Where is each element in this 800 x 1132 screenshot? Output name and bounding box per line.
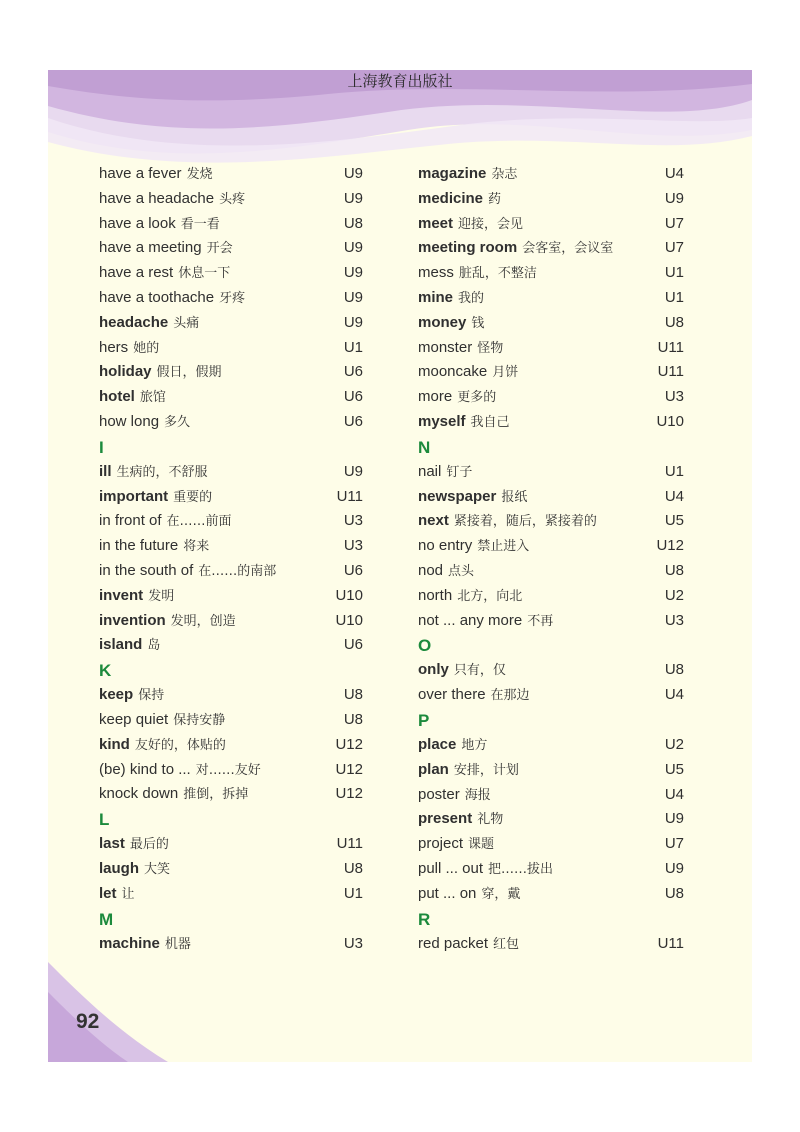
- glossary-entry: [418, 360, 684, 385]
- glossary-entry: [99, 882, 363, 907]
- entry-unit: U9: [343, 313, 363, 331]
- entry-word: in the future: [99, 537, 179, 555]
- entry-translation: 脏乱，不整洁: [458, 266, 537, 282]
- glossary-entry: [418, 336, 684, 361]
- entry-word: no entry: [418, 537, 473, 555]
- glossary-entry: [418, 882, 684, 907]
- entry-translation: 在……前面: [166, 514, 232, 530]
- section-letter: L: [99, 810, 110, 830]
- entry-unit: U11: [657, 934, 684, 952]
- entry-word: north: [418, 586, 453, 604]
- entry-unit: U10: [656, 412, 684, 430]
- entry-unit: U8: [664, 884, 684, 902]
- glossary-entry: [418, 460, 684, 485]
- glossary-page: [48, 70, 752, 1062]
- entry-translation: 保持: [138, 688, 165, 704]
- glossary-entry: [418, 534, 684, 559]
- entry-unit: U3: [343, 512, 363, 530]
- glossary-entry: [418, 187, 684, 212]
- entry-translation: 在……的南部: [198, 563, 277, 579]
- entry-translation: 在那边: [490, 688, 530, 704]
- entry-translation: 报纸: [501, 489, 528, 505]
- glossary-entry: [99, 286, 363, 311]
- entry-word: holiday: [99, 363, 152, 381]
- entry-translation: 海报: [464, 787, 491, 803]
- glossary-entry: [418, 261, 684, 286]
- publisher-name: 上海教育出版社: [347, 72, 453, 90]
- entry-word: let: [99, 884, 117, 902]
- entry-word: island: [99, 636, 143, 654]
- entry-unit: U8: [343, 214, 363, 232]
- entry-translation: 课题: [468, 837, 495, 853]
- glossary-entry: [418, 559, 684, 584]
- entry-word: headache: [99, 313, 169, 331]
- entry-word: knock down: [99, 785, 179, 803]
- entry-word: newspaper: [418, 487, 497, 505]
- entry-word: meet: [418, 214, 454, 232]
- entry-unit: U9: [664, 859, 684, 877]
- glossary-entry: [418, 683, 684, 708]
- entry-translation: 保持安静: [173, 712, 226, 728]
- entry-unit: U11: [657, 363, 684, 381]
- entry-unit: U7: [664, 239, 684, 257]
- entry-translation: 头疼: [219, 191, 246, 207]
- entry-translation: 最后的: [129, 837, 169, 853]
- entry-word: over there: [418, 686, 486, 704]
- entry-unit: U1: [664, 462, 684, 480]
- entry-unit: U9: [343, 288, 363, 306]
- glossary-entry: [418, 807, 684, 832]
- entry-word: mooncake: [418, 363, 488, 381]
- entry-translation: 杂志: [491, 167, 518, 182]
- entry-word: important: [99, 487, 169, 505]
- glossary-entry: [418, 932, 684, 957]
- section-letter: R: [418, 909, 431, 929]
- entry-translation: 只有，仅: [453, 663, 506, 679]
- glossary-entry: [99, 584, 363, 609]
- entry-translation: 多久: [164, 414, 191, 430]
- entry-unit: U3: [343, 537, 363, 555]
- entry-word: have a toothache: [99, 288, 215, 306]
- entry-translation: 不再: [527, 613, 554, 629]
- entry-word: red packet: [418, 934, 489, 952]
- entry-unit: U6: [343, 561, 363, 579]
- entry-translation: 地方: [461, 737, 488, 753]
- glossary-entry: [99, 683, 363, 708]
- entry-word: last: [99, 835, 125, 853]
- glossary-entry: [99, 360, 363, 385]
- entry-translation: 重要的: [173, 489, 213, 505]
- entry-word: pull ... out: [418, 859, 484, 877]
- entry-translation: 岛: [147, 638, 161, 654]
- entry-translation: 紧接着，随后，紧接着的: [453, 514, 597, 530]
- glossary-entry: [418, 236, 684, 261]
- entry-word: not ... any more: [418, 611, 523, 629]
- entry-unit: U9: [343, 462, 363, 480]
- entry-translation: 发明: [148, 588, 175, 604]
- entry-unit: U4: [664, 487, 684, 505]
- entry-translation: 迎接，会见: [458, 216, 524, 232]
- entry-translation: 发明，创造: [170, 613, 236, 629]
- entry-unit: U3: [343, 934, 363, 952]
- entry-word: how long: [99, 412, 160, 430]
- entry-translation: 月饼: [492, 365, 519, 381]
- entry-word: more: [418, 388, 453, 406]
- glossary-entry: [99, 509, 363, 534]
- entry-unit: U11: [336, 487, 363, 505]
- entry-unit: U9: [664, 189, 684, 207]
- entry-word: only: [418, 661, 449, 679]
- entry-translation: 将来: [183, 539, 210, 555]
- entry-translation: 机器: [164, 936, 191, 952]
- entry-word: mess: [418, 264, 454, 282]
- entry-word: in the south of: [99, 561, 194, 579]
- entry-translation: 开会: [206, 241, 233, 257]
- entry-word: keep quiet: [99, 710, 169, 728]
- entry-unit: U4: [664, 785, 684, 803]
- entry-translation: 会客室，会议室: [522, 241, 614, 257]
- entry-translation: 对……友好: [195, 762, 261, 778]
- glossary-entry: [418, 733, 684, 758]
- entry-unit: U2: [664, 586, 684, 604]
- section-letter: K: [99, 661, 112, 681]
- entry-word: invention: [99, 611, 166, 629]
- entry-word: myself: [418, 412, 466, 430]
- entry-word: in front of: [99, 512, 162, 530]
- entry-unit: U1: [664, 288, 684, 306]
- glossary-entry: [99, 832, 363, 857]
- entry-word: medicine: [418, 189, 484, 207]
- glossary-entry: [418, 783, 684, 808]
- entry-word: put ... on: [418, 884, 477, 902]
- entry-translation: 点头: [448, 563, 475, 579]
- entry-word: mine: [418, 288, 454, 306]
- entry-unit: U3: [664, 611, 684, 629]
- glossary-entry: [99, 485, 363, 510]
- entry-translation: 头痛: [173, 315, 200, 331]
- entry-unit: U12: [335, 785, 363, 803]
- entry-word: place: [418, 735, 457, 753]
- entry-translation: 她的: [133, 340, 160, 356]
- entry-translation: 友好的，体贴的: [134, 737, 226, 753]
- entry-word: money: [418, 313, 467, 331]
- entry-translation: 钉子: [446, 464, 473, 480]
- entry-translation: 我自己: [470, 414, 510, 430]
- entry-unit: U8: [664, 561, 684, 579]
- entry-translation: 更多的: [457, 390, 497, 406]
- glossary-entry: [99, 460, 363, 485]
- entry-translation: 北方，向北: [457, 588, 523, 604]
- section-letter: M: [99, 909, 114, 929]
- entry-translation: 大笑: [144, 861, 171, 877]
- glossary-entry: [99, 311, 363, 336]
- entry-unit: U4: [664, 686, 684, 704]
- entry-translation: 怪物: [477, 340, 504, 356]
- entry-unit: U6: [343, 363, 363, 381]
- entry-word: project: [418, 835, 464, 853]
- section-letter: O: [418, 636, 432, 656]
- glossary-entry: [418, 385, 684, 410]
- entry-word: plan: [418, 760, 449, 778]
- glossary-entry: [418, 758, 684, 783]
- entry-unit: U10: [335, 611, 363, 629]
- entry-translation: 穿，戴: [481, 886, 521, 902]
- section-letter: N: [418, 437, 431, 457]
- entry-word: (be) kind to ...: [99, 760, 191, 778]
- glossary-entry: [418, 410, 684, 435]
- entry-word: have a meeting: [99, 239, 202, 257]
- entry-unit: U4: [664, 165, 684, 182]
- entry-unit: U8: [664, 313, 684, 331]
- glossary-entry: [99, 782, 363, 807]
- entry-translation: 发烧: [186, 167, 213, 182]
- entry-translation: 推倒，拆掉: [183, 787, 249, 803]
- entry-word: monster: [418, 338, 473, 356]
- entry-word: nod: [418, 561, 444, 579]
- entry-translation: 礼物: [477, 812, 504, 828]
- glossary-entry: [99, 212, 363, 237]
- glossary-entry: [99, 187, 363, 212]
- entry-word: next: [418, 512, 449, 530]
- entry-unit: U9: [343, 264, 363, 282]
- glossary-entry: [99, 633, 363, 658]
- entry-word: have a fever: [99, 165, 182, 182]
- glossary-entry: [99, 410, 363, 435]
- entry-unit: U1: [664, 264, 684, 282]
- glossary-entry: [418, 609, 684, 634]
- glossary-entry: [418, 311, 684, 336]
- entry-translation: 药: [488, 191, 502, 207]
- entry-unit: U11: [336, 835, 363, 853]
- glossary-entry: [99, 385, 363, 410]
- glossary-entry: [99, 261, 363, 286]
- entry-word: machine: [99, 934, 160, 952]
- glossary-right-column: [418, 162, 684, 956]
- glossary-entry: [418, 212, 684, 237]
- entry-translation: 把……拔出: [488, 861, 554, 877]
- entry-word: present: [418, 810, 473, 828]
- entry-translation: 休息一下: [178, 266, 231, 282]
- section-letter: I: [99, 437, 104, 457]
- entry-word: kind: [99, 735, 130, 753]
- glossary-left-column: [99, 162, 363, 956]
- entry-word: hers: [99, 338, 129, 356]
- entry-unit: U9: [664, 810, 684, 828]
- glossary-entry: [418, 658, 684, 683]
- entry-unit: U1: [343, 338, 363, 356]
- entry-unit: U12: [335, 735, 363, 753]
- entry-word: keep: [99, 686, 134, 704]
- glossary-entry: [418, 832, 684, 857]
- entry-translation: 禁止进入: [477, 539, 530, 555]
- entry-unit: U3: [664, 388, 684, 406]
- entry-unit: U5: [664, 512, 684, 530]
- entry-unit: U12: [656, 537, 684, 555]
- entry-word: poster: [418, 785, 460, 803]
- glossary-entry: [99, 559, 363, 584]
- entry-unit: U7: [664, 835, 684, 853]
- entry-unit: U8: [664, 661, 684, 679]
- glossary-entry: [418, 162, 684, 187]
- entry-word: nail: [418, 462, 442, 480]
- entry-unit: U9: [343, 239, 363, 257]
- entry-unit: U11: [657, 338, 684, 356]
- glossary-entry: [99, 609, 363, 634]
- entry-word: laugh: [99, 859, 139, 877]
- entry-translation: 钱: [471, 315, 485, 331]
- glossary-entry: [418, 857, 684, 882]
- entry-unit: U6: [343, 412, 363, 430]
- entry-word: have a headache: [99, 189, 215, 207]
- entry-translation: 安排，计划: [453, 762, 519, 778]
- glossary-entry: [99, 336, 363, 361]
- entry-word: have a look: [99, 214, 176, 232]
- entry-word: invent: [99, 586, 144, 604]
- entry-unit: U12: [335, 760, 363, 778]
- glossary-entry: [99, 758, 363, 783]
- glossary-entry: [99, 857, 363, 882]
- entry-translation: 假日，假期: [156, 365, 222, 381]
- entry-word: ill: [99, 462, 112, 480]
- entry-translation: 看一看: [180, 216, 220, 232]
- entry-unit: U8: [343, 710, 363, 728]
- entry-word: have a rest: [99, 264, 174, 282]
- entry-unit: U9: [343, 165, 363, 182]
- entry-unit: U8: [343, 859, 363, 877]
- entry-word: hotel: [99, 388, 135, 406]
- entry-unit: U6: [343, 636, 363, 654]
- glossary-entry: [418, 509, 684, 534]
- glossary-entry: [418, 286, 684, 311]
- glossary-entry: [99, 236, 363, 261]
- entry-translation: 牙疼: [219, 290, 246, 306]
- entry-unit: U7: [664, 214, 684, 232]
- glossary-entry: [418, 584, 684, 609]
- entry-unit: U8: [343, 686, 363, 704]
- entry-word: meeting room: [418, 239, 518, 257]
- entry-unit: U6: [343, 388, 363, 406]
- entry-unit: U2: [664, 735, 684, 753]
- entry-translation: 让: [121, 886, 135, 902]
- entry-unit: U1: [343, 884, 363, 902]
- glossary-entry: [99, 708, 363, 733]
- entry-word: magazine: [418, 165, 487, 182]
- glossary-entry: [418, 485, 684, 510]
- entry-translation: 红包: [493, 936, 520, 952]
- glossary-entry: [99, 733, 363, 758]
- glossary-entry: [99, 162, 363, 187]
- entry-translation: 旅馆: [139, 390, 166, 406]
- corner-decoration: [48, 952, 168, 1062]
- entry-translation: 我的: [458, 290, 485, 306]
- entry-unit: U5: [664, 760, 684, 778]
- glossary-entry: [99, 534, 363, 559]
- section-letter: P: [418, 710, 430, 730]
- entry-unit: U10: [335, 586, 363, 604]
- entry-unit: U9: [343, 189, 363, 207]
- entry-translation: 生病的，不舒服: [116, 464, 208, 480]
- page-number: 92: [76, 1010, 100, 1033]
